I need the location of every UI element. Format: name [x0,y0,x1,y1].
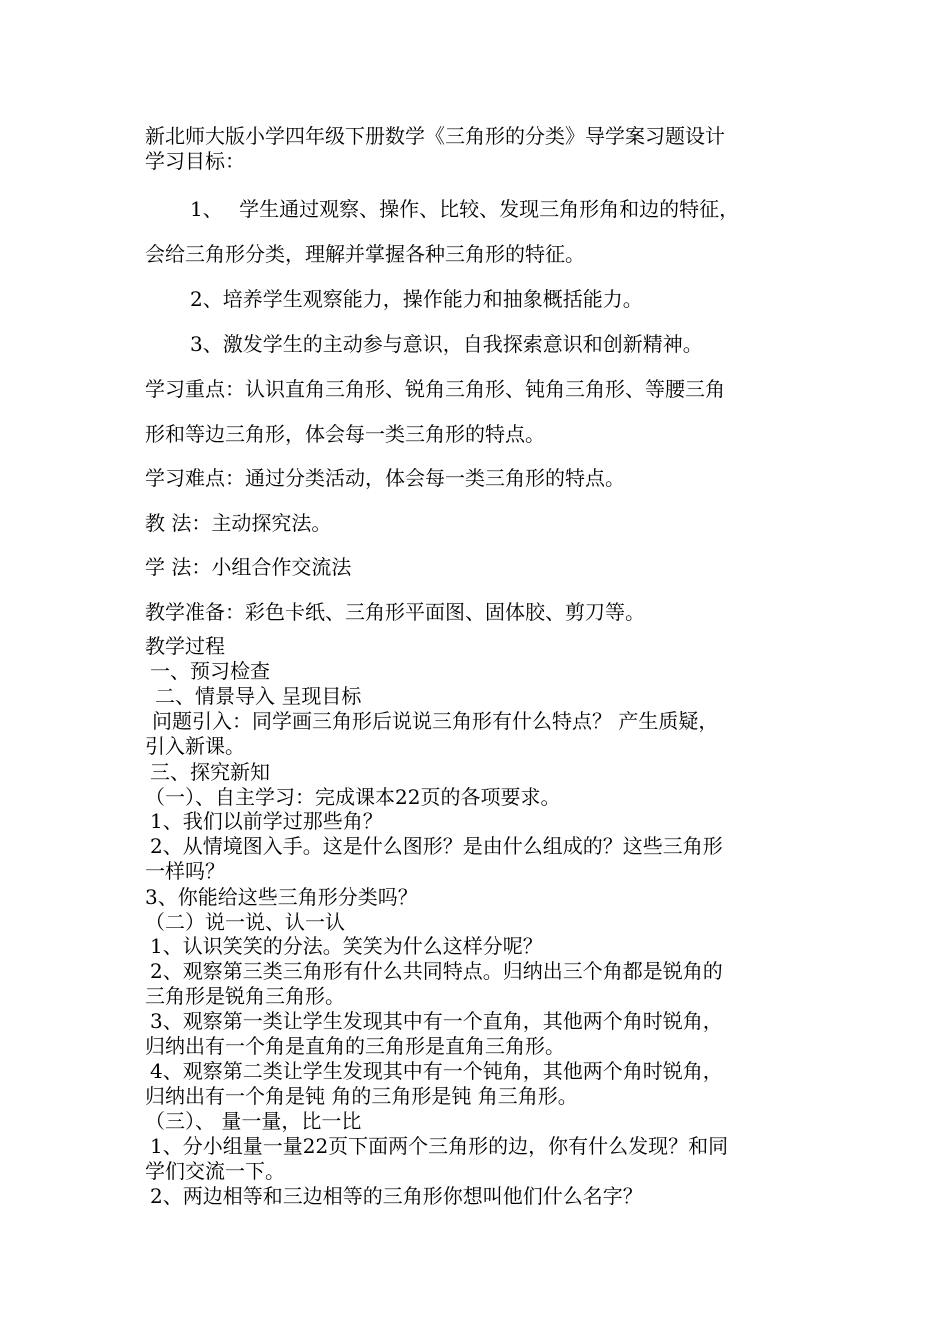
question-2-line1: 2、从情境图入手。这是什么图形？是由什么组成的？这些三角形 [150,834,723,858]
key-points-line2: 形和等边三角形，体会每一类三角形的特点。 [145,422,545,446]
objective-1-line2: 会给三角形分类，理解并掌握各种三角形的特征。 [145,242,585,266]
part-2-item-2-line1: 2、观察第三类三角形有什么共同特点。归纳出三个角都是锐角的 [150,959,723,983]
part-3-item-1-line2: 学们交流一下。 [145,1159,285,1183]
step-1: 一、预习检查 [150,659,270,683]
part-1: （一）、自主学习：完成课本22页的各项要求。 [145,785,561,809]
learning-method: 学 法：小组合作交流法 [145,555,352,579]
difficulty: 学习难点：通过分类活动，体会每一类三角形的特点。 [145,466,625,490]
process-heading: 教学过程 [145,634,225,658]
objective-2: 2、培养学生观察能力，操作能力和抽象概括能力。 [190,287,643,311]
document-title: 新北师大版小学四年级下册数学《三角形的分类》导学案习题设计 [145,124,725,148]
part-2: （二）说一说、认一认 [145,910,345,934]
objective-1-line1: 1、 学生通过观察、操作、比较、发现三角形角和边的特征， [190,197,740,221]
part-2-item-4-line1: 4、观察第二类让学生发现其中有一个钝角，其他两个角时锐角， [150,1059,723,1083]
intro-line1: 问题引入：同学画三角形后说说三角形有什么特点？ 产生质疑， [152,709,719,733]
step-2: 二、情景导入 呈现目标 [155,684,362,708]
part-2-item-2-line2: 三角形是锐角三角形。 [145,984,345,1008]
step-3: 三、探究新知 [150,760,270,784]
question-2-line2: 一样吗？ [145,859,225,883]
teaching-method: 教 法：主动探究法。 [145,511,332,535]
preparation: 教学准备：彩色卡纸、三角形平面图、固体胶、剪刀等。 [145,600,645,624]
question-1: 1、我们以前学过那些角？ [150,809,383,833]
part-2-item-3-line1: 3、观察第一类让学生发现其中有一个直角，其他两个角时锐角， [150,1009,723,1033]
question-3: 3、你能给这些三角形分类吗？ [145,885,418,909]
objective-3: 3、激发学生的主动参与意识，自我探索意识和创新精神。 [190,332,703,356]
part-3-item-2: 2、两边相等和三边相等的三角形你想叫他们什么名字？ [150,1184,643,1208]
part-2-item-3-line2: 归纳出有一个角是直角的三角形是直角三角形。 [145,1034,565,1058]
objectives-heading: 学习目标： [145,149,245,173]
intro-line2: 引入新课。 [145,734,245,758]
part-2-item-4-line2: 归纳出有一个角是钝 角的三角形是钝 角三角形。 [145,1084,578,1108]
part-3-item-1-line1: 1、分小组量一量22页下面两个三角形的边，你有什么发现？和同 [150,1134,729,1158]
key-points-line1: 学习重点：认识直角三角形、锐角三角形、钝角三角形、等腰三角 [145,377,725,401]
part-3: （三）、 量一量，比一比 [145,1109,362,1133]
part-2-item-1: 1、认识笑笑的分法。笑笑为什么这样分呢？ [150,934,543,958]
